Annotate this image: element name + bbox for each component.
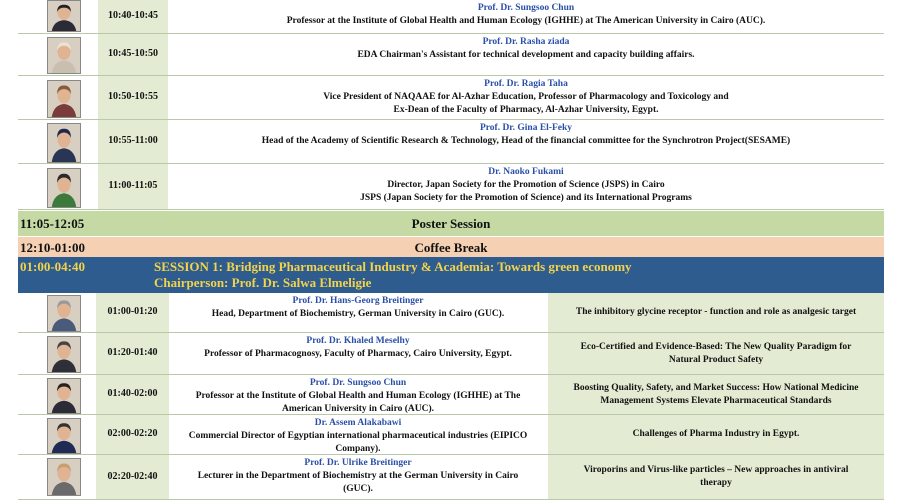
speaker-affiliation: Commercial Director of Egyptian international pharmaceutical industries (EIPICO xyxy=(188,431,528,441)
speaker-name: Prof. Dr. Hans-Georg Breitinger xyxy=(292,296,424,306)
speaker-name: Prof. Dr. Sungsoo Chun xyxy=(477,3,575,13)
speaker-photo xyxy=(47,336,81,373)
speaker-photo xyxy=(47,378,81,414)
speaker-name: Prof. Dr. Ulrike Breitinger xyxy=(304,458,412,468)
speaker-name: Dr. Naoko Fukami xyxy=(488,167,564,177)
speaker-affiliation: Company). xyxy=(335,444,381,454)
speaker-name: Prof. Dr. Rasha ziada xyxy=(482,37,570,47)
speaker-photo xyxy=(47,123,81,163)
speaker-photo xyxy=(47,458,81,496)
talk-topic xyxy=(548,293,884,332)
time-slot: 10:45-10:50 xyxy=(108,48,158,59)
speaker-name: Prof. Dr. Ragia Taha xyxy=(484,79,568,89)
speaker-name: Prof. Dr. Sungsoo Chun xyxy=(309,378,407,388)
coffee-break-row xyxy=(18,237,884,257)
speaker-photo xyxy=(47,0,81,32)
talk-topic-line: Viroporins and Virus-like particles – New approaches in antiviral xyxy=(583,465,849,475)
poster-session-time: 11:05-12:05 xyxy=(20,216,85,231)
talk-topic-line: Natural Product Safety xyxy=(668,354,764,365)
speaker-photo xyxy=(47,295,81,332)
talk-topic-line: The inhibitory glycine receptor - function and role as analgesic target xyxy=(575,307,857,317)
time-slot: 02:20-02:40 xyxy=(107,470,158,482)
speaker-affiliation: Head of the Academy of Scientific Research & Technology, Head of the financial committee for the Synchrotron Project(SESAME) xyxy=(261,136,791,146)
speaker-affiliation: (GUC). xyxy=(343,484,373,494)
talk-topic xyxy=(548,375,884,414)
talk-topic-line: Eco-Certified and Evidence-Based: The New Quality Paradigm for xyxy=(580,341,852,352)
speaker-photo xyxy=(47,80,81,118)
talk-topic xyxy=(548,333,884,374)
speaker-affiliation: Professor at the Institute of Global Health and Human Ecology (IGHHE) at The American University in Cairo (AUC). xyxy=(286,16,766,26)
talk-topic-line: Management Systems Elevate Pharmaceutical Standards xyxy=(600,395,832,406)
talk-topic-line: Boosting Quality, Safety, and Market Success: How National Medicine xyxy=(573,382,859,393)
time-slot: 01:20-01:40 xyxy=(107,347,158,358)
session-title: SESSION 1: Bridging Pharmaceutical Industry & Academia: Towards green economy xyxy=(154,259,632,274)
poster-session-row xyxy=(18,211,884,236)
coffee-break-time: 12:10-01:00 xyxy=(20,240,85,255)
speaker-affiliation: JSPS (Japan Society for the Promotion of Science) and its International Programs xyxy=(360,193,692,203)
speaker-photo xyxy=(47,37,81,74)
speaker-name: Prof. Dr. Khaled Meselhy xyxy=(306,336,410,346)
time-slot: 11:00-11:05 xyxy=(108,180,158,191)
time-slot: 10:55-11:00 xyxy=(108,135,158,146)
session-chairperson: Chairperson: Prof. Dr. Salwa Elmeligie xyxy=(154,275,372,290)
session-time: 01:00-04:40 xyxy=(20,259,85,274)
row-divider xyxy=(18,209,884,210)
speaker-affiliation: Professor of Pharmacognosy, Faculty of Pharmacy, Cairo University, Egypt. xyxy=(204,349,512,359)
time-slot: 10:50-10:55 xyxy=(108,91,158,102)
talk-topic xyxy=(548,415,884,454)
time-slot: 01:40-02:00 xyxy=(107,388,158,399)
speaker-name: Dr. Assem Alakabawi xyxy=(314,418,402,428)
speaker-photo xyxy=(47,418,81,454)
talk-topic-line: therapy xyxy=(700,478,732,488)
poster-session-label: Poster Session xyxy=(411,216,491,231)
speaker-affiliation: Head, Department of Biochemistry, German University in Cairo (GUC). xyxy=(211,309,505,319)
speaker-affiliation: EDA Chairman's Assistant for technical development and capacity building affairs. xyxy=(357,50,695,60)
speaker-affiliation: Ex-Dean of the Faculty of Pharmacy, Al-Azhar University, Egypt. xyxy=(393,105,659,115)
speaker-name: Prof. Dr. Gina El-Feky xyxy=(479,123,573,133)
speaker-affiliation: American University in Cairo (AUC). xyxy=(281,404,435,414)
speaker-affiliation: Vice President of NAQAAE for Al-Azhar Education, Professor of Pharmacology and Toxicology and xyxy=(323,92,729,102)
coffee-break-label: Coffee Break xyxy=(414,240,488,255)
talk-topic-line: Challenges of Pharma Industry in Egypt. xyxy=(632,429,800,439)
time-slot: 10:40-10:45 xyxy=(108,10,158,21)
speaker-affiliation: Director, Japan Society for the Promotion of Science (JSPS) in Cairo xyxy=(387,180,665,190)
time-slot: 02:00-02:20 xyxy=(107,428,158,439)
talk-topic xyxy=(548,455,884,499)
speaker-photo xyxy=(47,168,81,208)
speaker-affiliation: Lecturer in the Department of Biochemistry at the German University in Cairo xyxy=(197,471,519,481)
time-slot: 01:00-01:20 xyxy=(107,306,158,317)
session-header xyxy=(18,257,884,293)
speaker-affiliation: Professor at the Institute of Global Health and Human Ecology (IGHHE) at The xyxy=(195,391,521,401)
